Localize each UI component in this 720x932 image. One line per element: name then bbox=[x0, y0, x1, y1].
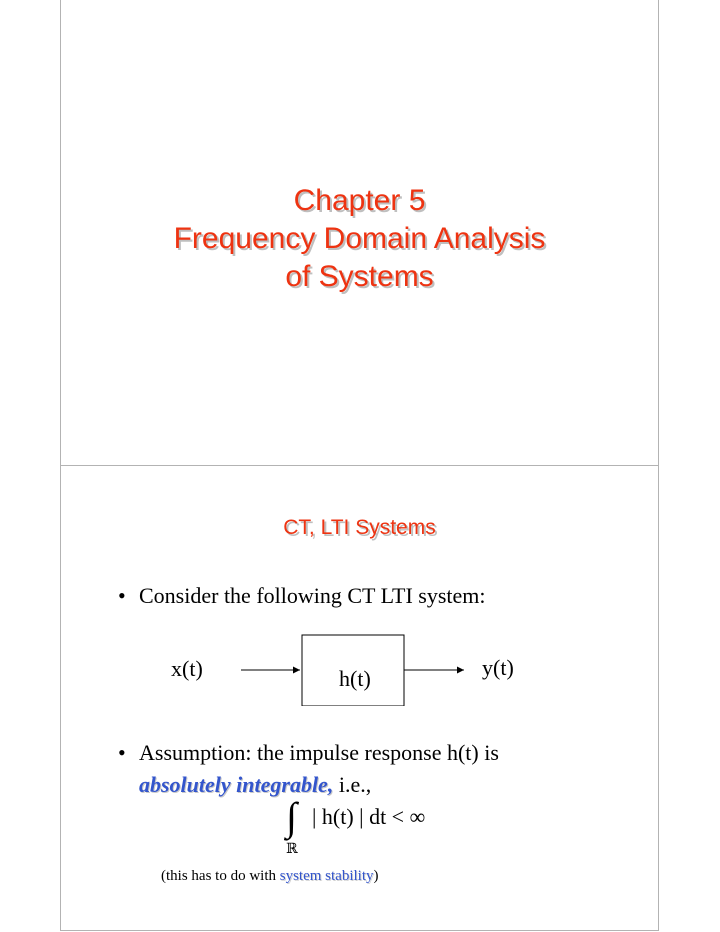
bullet-dot: • bbox=[118, 740, 126, 765]
note-prefix: (this has to do with bbox=[161, 868, 280, 884]
slide-2 bbox=[60, 465, 659, 931]
integral-sign: ∫ bbox=[286, 794, 297, 839]
system-stability-text: system stability bbox=[279, 868, 374, 884]
slide-title: CT, LTI Systems bbox=[283, 516, 436, 539]
emphasis-text: absolutely integrable, bbox=[139, 772, 334, 797]
bullet-suffix: i.e., bbox=[333, 772, 372, 797]
bullet-item-1 bbox=[118, 581, 486, 611]
bullet-item-2 bbox=[118, 738, 499, 768]
slide-1 bbox=[60, 0, 659, 466]
output-signal-label: y(t) bbox=[482, 655, 514, 680]
integral-formula bbox=[286, 792, 486, 862]
stability-note bbox=[161, 866, 379, 886]
integral-domain: ℝ bbox=[286, 842, 298, 857]
title-line-1: Chapter 5 bbox=[293, 184, 426, 217]
bullet-text: Assumption: the impulse response h(t) is bbox=[139, 740, 499, 765]
chapter-title bbox=[61, 182, 658, 296]
input-signal-label: x(t) bbox=[171, 656, 203, 681]
title-line-3: of Systems bbox=[285, 260, 434, 293]
note-suffix: ) bbox=[373, 868, 379, 884]
bullet-text: Consider the following CT LTI system: bbox=[139, 583, 486, 608]
system-block-diagram bbox=[61, 626, 660, 706]
impulse-response-label: h(t) bbox=[339, 666, 371, 691]
bullet-dot: • bbox=[118, 583, 126, 608]
title-line-2: Frequency Domain Analysis bbox=[173, 222, 546, 255]
integral-expression: | h(t) | dt < ∞ bbox=[312, 804, 426, 829]
